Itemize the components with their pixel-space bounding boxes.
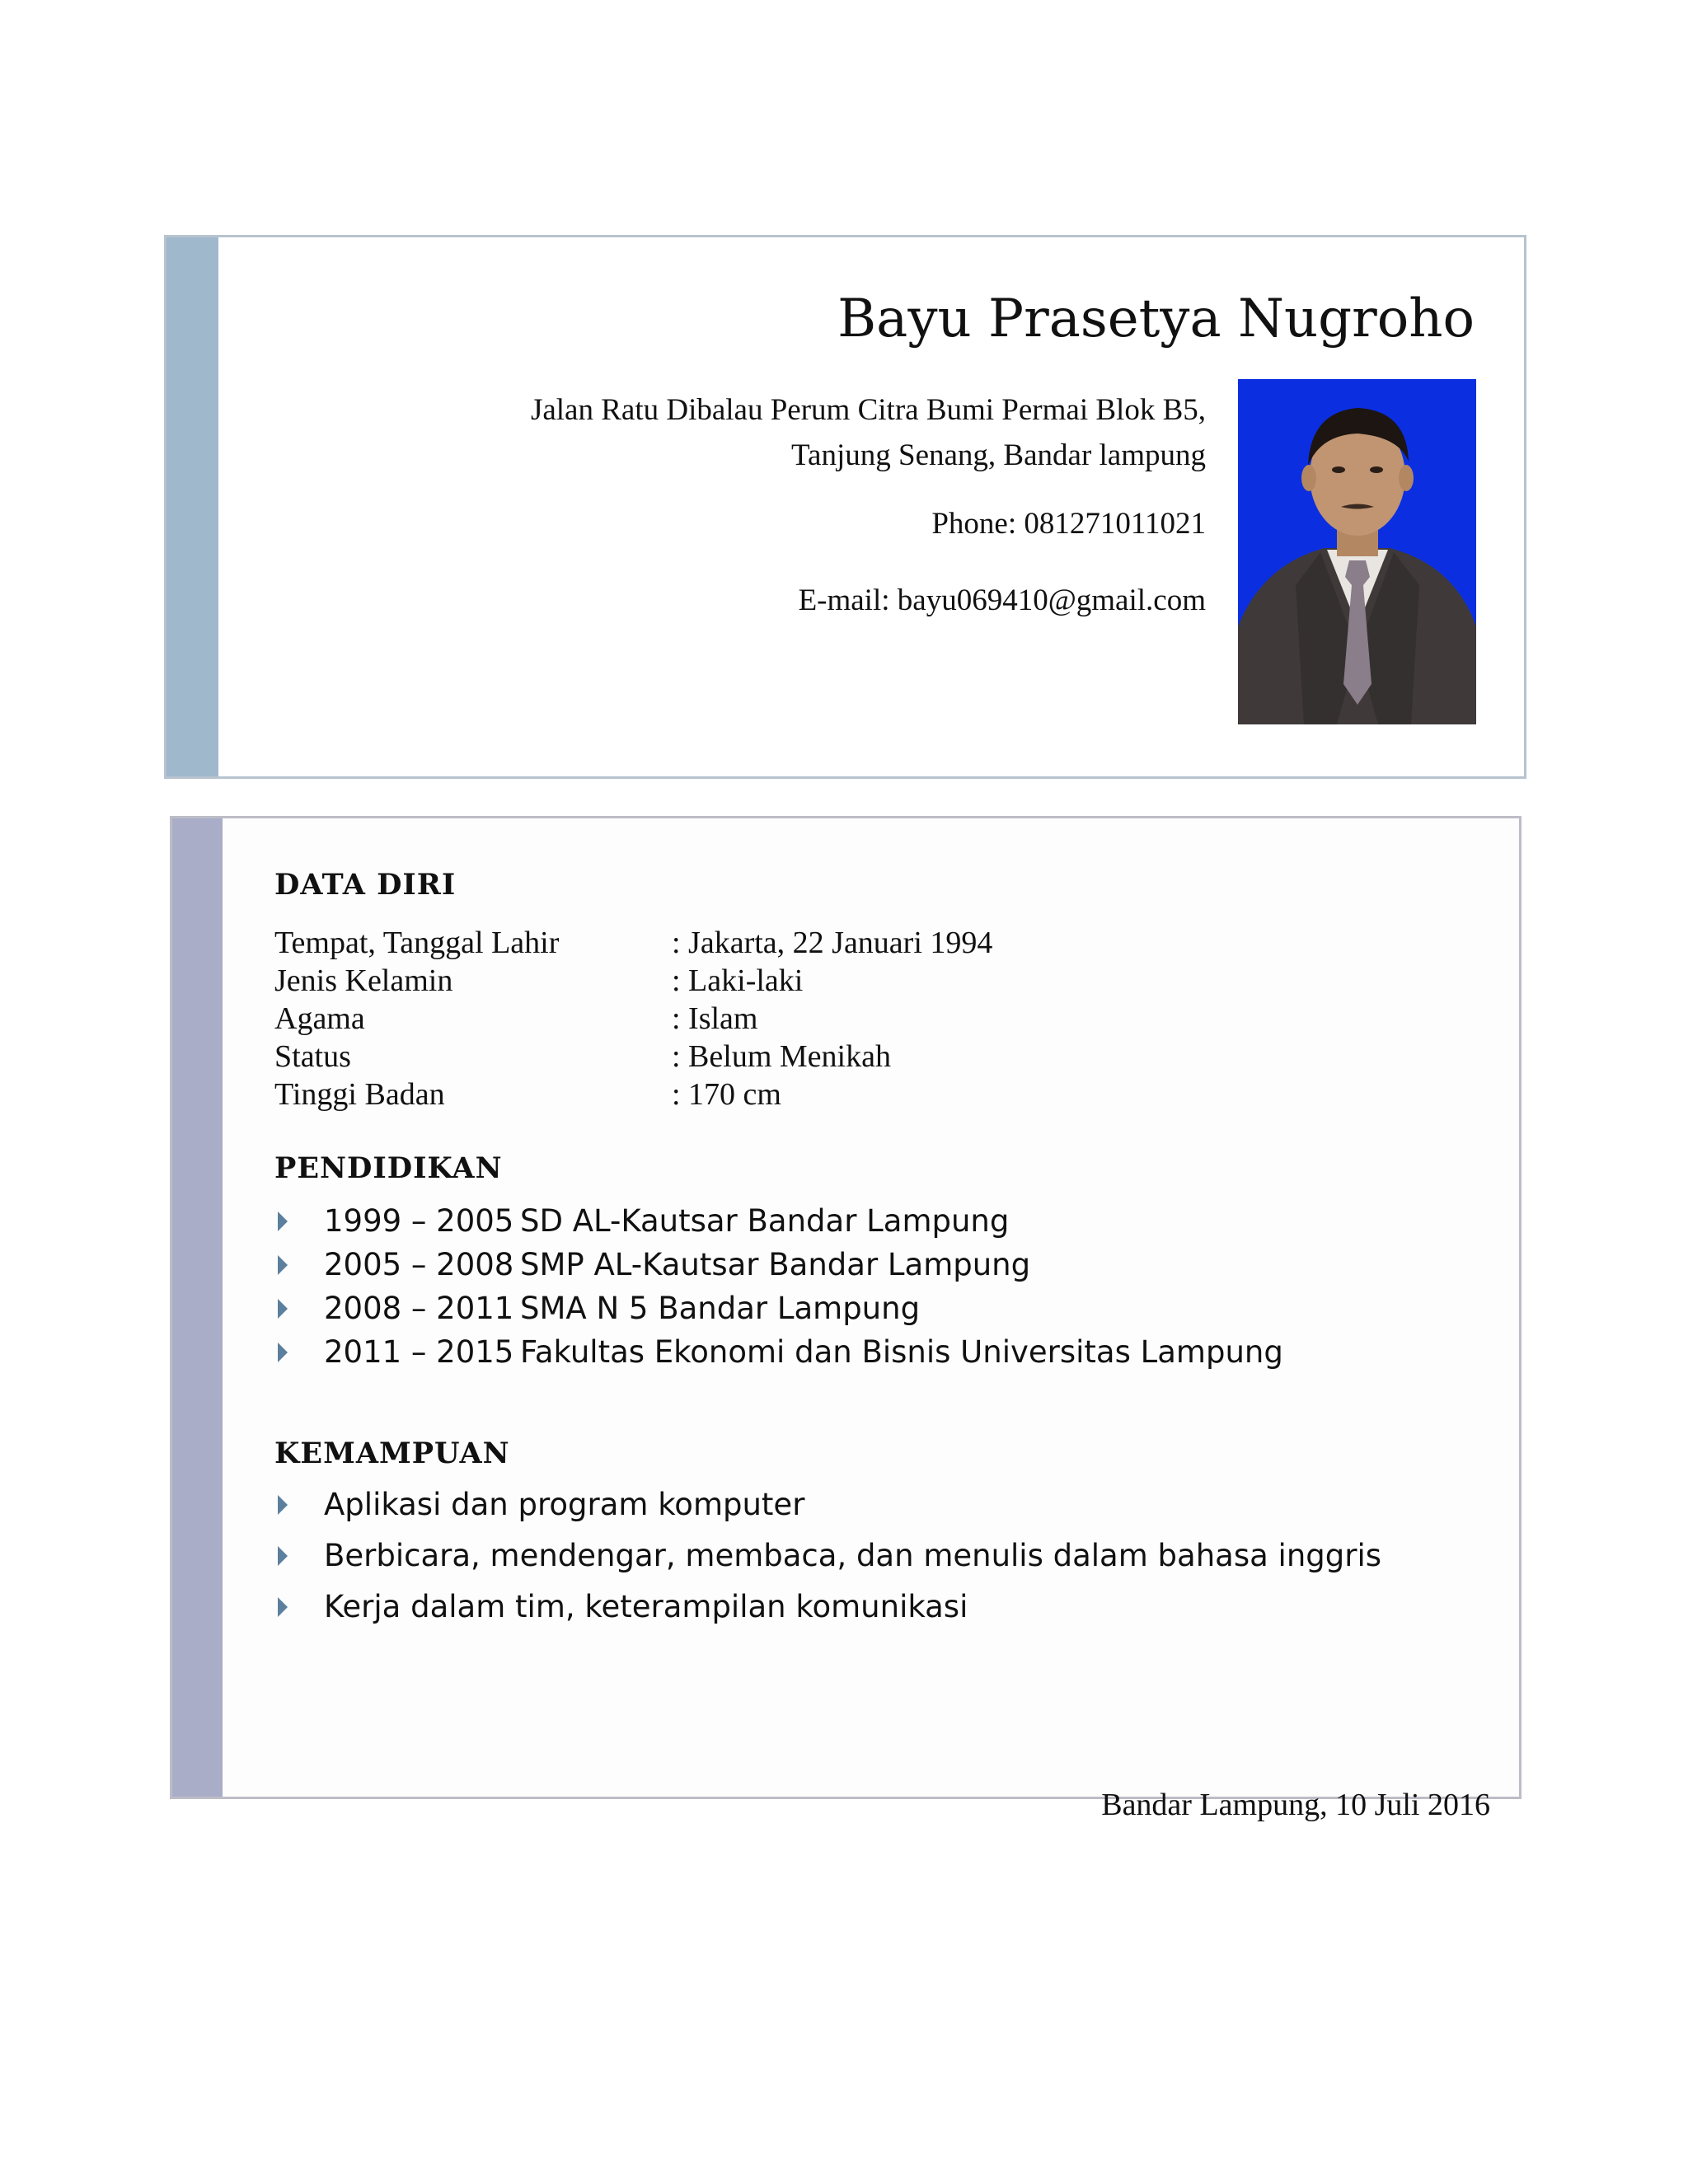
skill-text: Aplikasi dan program komputer	[324, 1487, 805, 1522]
pendidikan-heading: PENDIDIKAN	[274, 1151, 503, 1185]
skill-item	[274, 1582, 1381, 1633]
skill-text: Berbicara, mendengar, membaca, dan menulis dalam bahasa inggris	[324, 1538, 1382, 1573]
education-school: SD AL-Kautsar Bandar Lampung	[520, 1203, 1010, 1239]
email: E-mail: bayu069410@gmail.com	[798, 583, 1206, 617]
data-value: : 170 cm	[672, 1077, 781, 1112]
skills-list	[274, 1479, 1381, 1633]
body-card	[170, 816, 1522, 1799]
kemampuan-heading: KEMAMPUAN	[274, 1436, 510, 1470]
education-school: SMA N 5 Bandar Lampung	[520, 1291, 921, 1326]
bullet-triangle-icon	[278, 1299, 288, 1319]
education-item	[274, 1243, 1283, 1286]
bullet-triangle-icon	[278, 1343, 288, 1362]
skill-text: Kerja dalam tim, keterampilan komunikasi	[324, 1589, 968, 1624]
address-line-1: Jalan Ratu Dibalau Perum Citra Bumi Permai Blok B5,	[530, 393, 1206, 427]
data-row	[274, 962, 1264, 1000]
education-years: 2011 – 2015	[324, 1334, 514, 1370]
data-label: Agama	[274, 1001, 365, 1036]
data-diri-heading: DATA DIRI	[274, 868, 457, 902]
education-list	[274, 1199, 1283, 1374]
data-label: Tempat, Tanggal Lahir	[274, 926, 560, 960]
data-value: : Belum Menikah	[672, 1039, 891, 1074]
education-item	[274, 1330, 1283, 1374]
education-years: 2005 – 2008	[324, 1247, 514, 1282]
body-accent-stripe	[172, 818, 223, 1797]
profile-photo	[1238, 379, 1476, 724]
skill-item	[274, 1479, 1381, 1530]
data-row	[274, 924, 1264, 962]
applicant-name: Bayu Prasetya Nugroho	[837, 288, 1475, 349]
data-row	[274, 1076, 1264, 1113]
education-school: Fakultas Ekonomi dan Bisnis Universitas Lampung	[520, 1334, 1283, 1370]
data-label: Jenis Kelamin	[274, 963, 453, 998]
portrait-illustration	[1238, 379, 1476, 724]
bullet-triangle-icon	[278, 1212, 288, 1231]
education-item	[274, 1199, 1283, 1243]
header-accent-stripe	[166, 237, 218, 776]
bullet-triangle-icon	[278, 1546, 288, 1566]
data-row	[274, 1000, 1264, 1038]
data-row	[274, 1038, 1264, 1076]
personal-data-table	[274, 924, 1264, 1113]
skill-item	[274, 1530, 1381, 1582]
education-school: SMP AL-Kautsar Bandar Lampung	[520, 1247, 1031, 1282]
data-value: : Islam	[672, 1001, 758, 1036]
address-line-2: Tanjung Senang, Bandar lampung	[791, 438, 1206, 472]
bullet-triangle-icon	[278, 1255, 288, 1275]
data-value: : Laki-laki	[672, 963, 804, 998]
bullet-triangle-icon	[278, 1495, 288, 1515]
address	[531, 387, 1206, 478]
data-label: Tinggi Badan	[274, 1077, 445, 1112]
data-value: : Jakarta, 22 Januari 1994	[672, 926, 993, 960]
place-date: Bandar Lampung, 10 Juli 2016	[1101, 1788, 1490, 1822]
education-item	[274, 1286, 1283, 1330]
header-card	[164, 235, 1526, 779]
education-years: 1999 – 2005	[324, 1203, 514, 1239]
phone: Phone: 081271011021	[931, 507, 1206, 541]
bullet-triangle-icon	[278, 1597, 288, 1617]
data-label: Status	[274, 1039, 351, 1074]
education-years: 2008 – 2011	[324, 1291, 514, 1326]
